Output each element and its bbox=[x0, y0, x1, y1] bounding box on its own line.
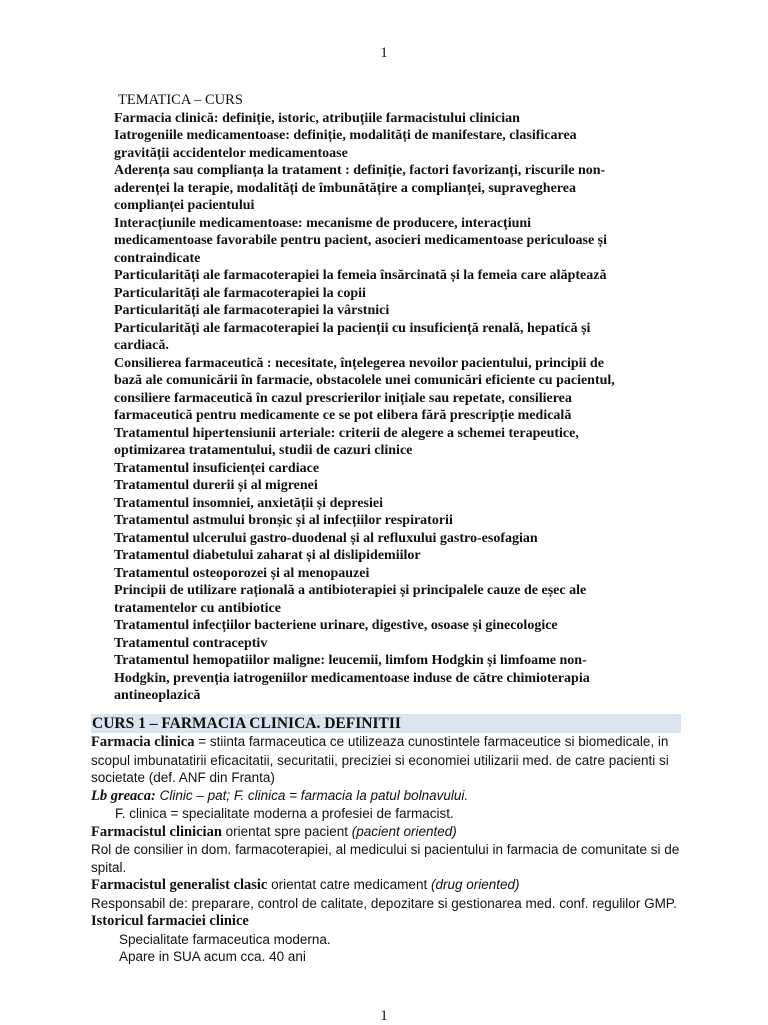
topic-item: Interacțiunile medicamentoase: mecanisme de producere, interacțiuni medicamentoase favorabile pentru pacient, asocieri medicamentoase periculoase și contraindicate bbox=[114, 215, 608, 266]
topic-item: Tratamentul infecțiilor bacteriene urinare, digestive, osoase și ginecologice bbox=[114, 618, 558, 633]
specialty-paragraph: F. clinica = specialitate moderna a profesiei de farmacist. bbox=[115, 806, 454, 821]
topic-item: Particularități ale farmacoterapiei la femeia însărcinată și la femeia care alăptează bbox=[114, 268, 607, 283]
topic-item: Tratamentul insuficienței cardiace bbox=[114, 460, 320, 476]
topic-item: Aderența sau complianța la tratament : definiție, factori favorizanți, riscurile non- aderenței la terapie, modalități de îmbunătățire a complianței, supravegherea complianței pacientului bbox=[114, 163, 606, 213]
topic-item: Iatrogeniile medicamentoase: definiție, modalități de manifestare, clasificarea gravității accidentelor medicamentoase bbox=[114, 128, 577, 161]
topic-item: Tratamentul osteoporozei și al menopauzei bbox=[114, 565, 370, 581]
topic-item: Tratamentul astmului bronșic și al infecțiilor respiratorii bbox=[114, 513, 453, 528]
course-heading: CURS 1 – FARMACIA CLINICA. DEFINITII bbox=[91, 714, 681, 733]
role-paragraph: Rol de consilier in dom. farmacoterapiei, al medicului si pacientului in farmacia de comunitate si de spital. bbox=[91, 842, 680, 875]
course-section bbox=[91, 714, 681, 966]
greek-paragraph bbox=[91, 787, 681, 806]
history-label: Istoricul farmaciei clinice bbox=[91, 913, 249, 929]
clinician-note: (pacient oriented) bbox=[351, 823, 457, 839]
topic-item: Particularități ale farmacoterapiei la vârstnici bbox=[114, 303, 390, 318]
topic-item: Tratamentul insomniei, anxietății și depresiei bbox=[114, 495, 383, 511]
history-paragraph bbox=[91, 912, 681, 931]
definition-paragraph bbox=[91, 733, 681, 787]
topic-list bbox=[114, 110, 674, 705]
topic-item: Tratamentul durerii și al migrenei bbox=[114, 478, 318, 493]
generalist-label: Farmacistul generalist clasic bbox=[91, 877, 268, 893]
topic-item: Tratamentul hipertensiunii arteriale: criterii de alegere a schemei terapeutice, optimizarea tratamentului, studii de cazuri clinice bbox=[114, 425, 579, 458]
page-number-top: 1 bbox=[380, 45, 388, 61]
tematica-heading: TEMATICA – CURS bbox=[118, 92, 243, 108]
topic-item: Tratamentul hemopatiilor maligne: leucemii, limfom Hodgkin și limfoame non- Hodgkin, prevenția iatrogeniilor medicamentoase induse de către chimioterapia antineoplazică bbox=[114, 653, 590, 703]
topic-item: Consilierea farmaceutică : necesitate, înțelegerea nevoilor pacientului, principii de bază ale comunicării în farmacie, obstacolele unei comunicări eficiente cu pacientul, consiliere farmaceutică în cazul prescrierilor inițiale sau repetate, consilierea farmaceutică pentru medicamente ce se pot elibera fără prescripție medicală bbox=[114, 355, 615, 423]
definition-text: = stiinta farmaceutica ce utilizeaza cunostintele farmaceutice si biomedicale, in scopul imbunatatirii eficacitatii, securitatii, preciziei si economiei utilizarii med. de catre pacienti si societate (def. ANF din Franta) bbox=[91, 734, 669, 785]
clinician-paragraph bbox=[91, 823, 681, 842]
topic-item: Particularități ale farmacoterapiei la pacienții cu insuficiență renală, hepatică și cardiacă. bbox=[114, 320, 591, 353]
greek-text: Clinic – pat; F. clinica = farmacia la patul bolnavului. bbox=[155, 787, 469, 803]
tematica-section bbox=[114, 92, 674, 705]
topic-item: Tratamentul contraceptiv bbox=[114, 635, 268, 651]
responsibility-paragraph: Responsabil de: preparare, control de calitate, depozitare si gestionarea med. conf. regulilor GMP. bbox=[91, 895, 677, 911]
topic-item: Particularități ale farmacoterapiei la copii bbox=[114, 285, 366, 301]
history-item: Specialitate farmaceutica moderna. bbox=[119, 931, 331, 947]
definition-label: Farmacia clinica bbox=[91, 734, 195, 750]
page-number-bottom: 1 bbox=[380, 1008, 388, 1024]
generalist-paragraph bbox=[91, 876, 681, 895]
history-item: Apare in SUA acum cca. 40 ani bbox=[119, 949, 306, 964]
generalist-text: orientat catre medicament bbox=[267, 877, 431, 892]
topic-item: Tratamentul ulcerului gastro-duodenal și al refluxului gastro-esofagian bbox=[114, 530, 538, 546]
clinician-label: Farmacistul clinician bbox=[91, 823, 222, 840]
topic-item: Principii de utilizare rațională a antibioterapiei și principalele cauze de eșec ale tratamentelor cu antibiotice bbox=[114, 583, 587, 616]
topic-item: Tratamentul diabetului zaharat și al dislipidemiilor bbox=[114, 548, 421, 563]
clinician-text: orientat spre pacient bbox=[221, 823, 352, 839]
generalist-note: (drug oriented) bbox=[430, 877, 520, 892]
greek-label: Lb greaca: bbox=[91, 787, 156, 804]
topic-item: Farmacia clinică: definiție, istoric, atribuțiile farmacistului clinician bbox=[114, 110, 520, 126]
